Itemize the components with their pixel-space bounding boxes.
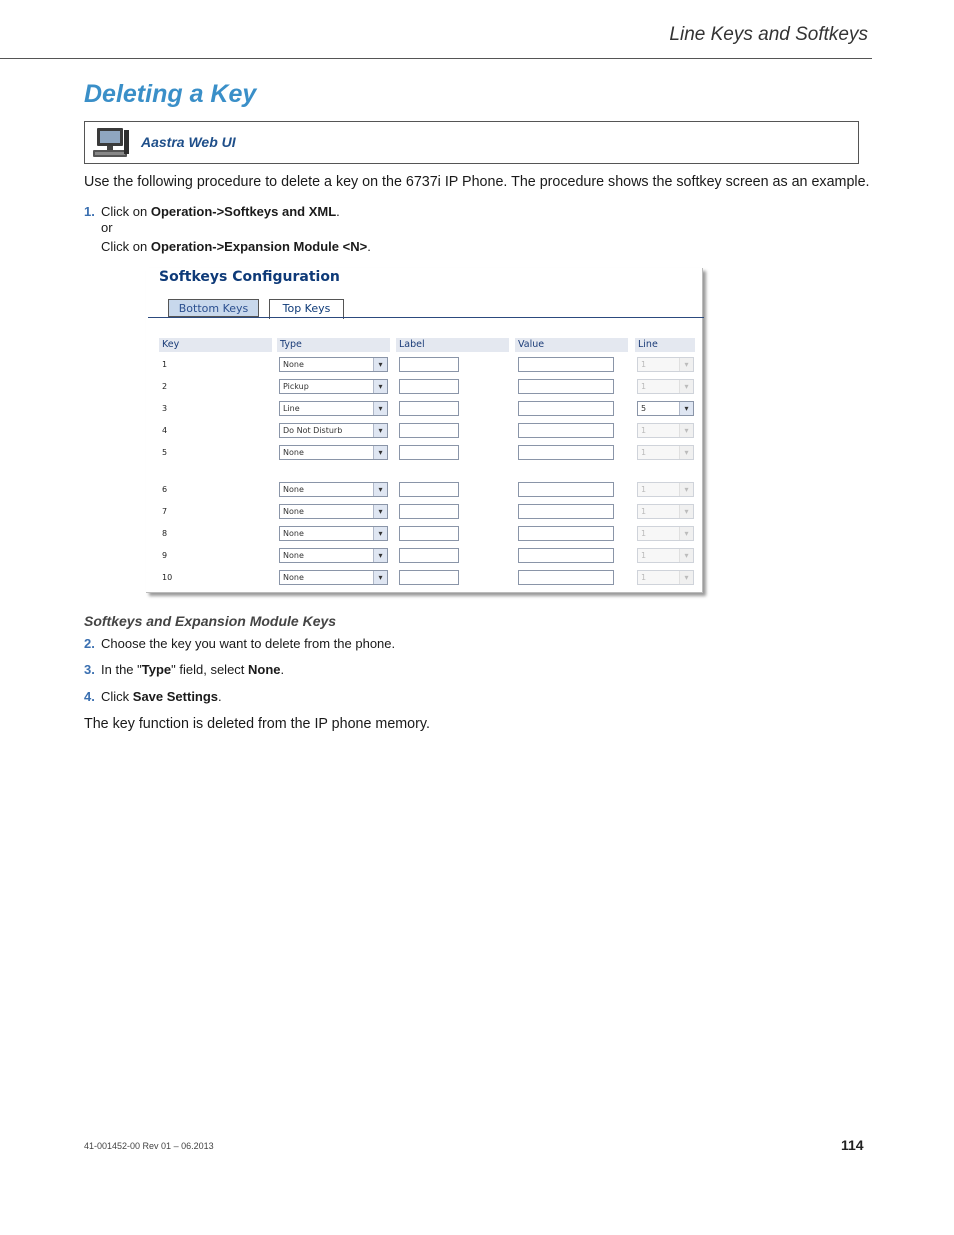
running-header: Line Keys and Softkeys bbox=[669, 24, 868, 45]
type-select[interactable] bbox=[279, 570, 388, 585]
type-select[interactable] bbox=[279, 548, 388, 563]
column-header-label: Label bbox=[396, 338, 509, 352]
label-input[interactable] bbox=[399, 548, 459, 563]
step-number: 1. bbox=[84, 204, 95, 219]
figure-caption: Softkeys and Expansion Module Keys bbox=[84, 613, 337, 629]
line-select[interactable] bbox=[637, 445, 694, 460]
chevron-down-icon: ▾ bbox=[373, 402, 387, 415]
page-number: 114 bbox=[841, 1137, 864, 1153]
key-number: 7 bbox=[162, 507, 168, 516]
value-input[interactable] bbox=[518, 526, 614, 541]
column-header-value: Value bbox=[515, 338, 628, 352]
chevron-down-icon: ▾ bbox=[373, 424, 387, 437]
step-1-or: or bbox=[101, 220, 113, 235]
type-select-value: Do Not Disturb bbox=[283, 426, 343, 435]
line-select-value: 5 bbox=[641, 404, 647, 413]
type-select-value: None bbox=[283, 529, 304, 538]
value-input[interactable] bbox=[518, 357, 614, 372]
type-select[interactable] bbox=[279, 504, 388, 519]
chevron-down-icon: ▾ bbox=[373, 380, 387, 393]
type-select[interactable] bbox=[279, 423, 388, 438]
value-input[interactable] bbox=[518, 401, 614, 416]
value-input[interactable] bbox=[518, 482, 614, 497]
type-select-value: None bbox=[283, 551, 304, 560]
line-select-value: 1 bbox=[641, 448, 647, 457]
step-number: 2. bbox=[84, 636, 95, 651]
label-input[interactable] bbox=[399, 379, 459, 394]
document-id: 41-001452-00 Rev 01 – 06.2013 bbox=[84, 1141, 214, 1151]
line-select-value: 1 bbox=[641, 573, 647, 582]
key-number: 2 bbox=[162, 382, 168, 391]
type-select-value: Pickup bbox=[283, 382, 309, 391]
chevron-down-icon: ▾ bbox=[373, 446, 387, 459]
intro-paragraph: Use the following procedure to delete a key on the 6737i IP Phone. The procedure shows the softkey screen as an example. bbox=[84, 174, 870, 190]
step-number: 3. bbox=[84, 662, 95, 677]
value-input[interactable] bbox=[518, 379, 614, 394]
tab-underline bbox=[148, 317, 704, 318]
column-header-type: Type bbox=[277, 338, 390, 352]
line-select[interactable] bbox=[637, 379, 694, 394]
type-select[interactable] bbox=[279, 526, 388, 541]
chevron-down-icon: ▾ bbox=[373, 483, 387, 496]
softkeys-screenshot bbox=[146, 268, 703, 593]
step-1-text: Click on Operation->Softkeys and XML. bbox=[101, 204, 340, 219]
value-input[interactable] bbox=[518, 548, 614, 563]
step-3-text: In the "Type" field, select None. bbox=[101, 662, 285, 677]
type-select-value: None bbox=[283, 360, 304, 369]
screenshot-title: Softkeys Configuration bbox=[159, 269, 340, 285]
type-select[interactable] bbox=[279, 357, 388, 372]
type-select-value: None bbox=[283, 448, 304, 457]
menu-path: Operation->Softkeys and XML bbox=[150, 204, 337, 219]
key-number: 4 bbox=[162, 426, 168, 435]
key-number: 6 bbox=[162, 485, 168, 494]
line-select-value: 1 bbox=[641, 529, 647, 538]
header-rule bbox=[0, 58, 872, 59]
chevron-down-icon: ▾ bbox=[679, 549, 693, 562]
type-select[interactable] bbox=[279, 401, 388, 416]
step-number: 4. bbox=[84, 689, 95, 704]
label-input[interactable] bbox=[399, 482, 459, 497]
chevron-down-icon: ▾ bbox=[679, 483, 693, 496]
line-select[interactable] bbox=[637, 504, 694, 519]
type-select-value: None bbox=[283, 485, 304, 494]
line-select-value: 1 bbox=[641, 360, 647, 369]
label-input[interactable] bbox=[399, 526, 459, 541]
value-input[interactable] bbox=[518, 504, 614, 519]
line-select[interactable] bbox=[637, 482, 694, 497]
tab-bottom-keys[interactable]: Bottom Keys bbox=[168, 299, 259, 317]
type-select[interactable] bbox=[279, 379, 388, 394]
computer-icon bbox=[91, 126, 131, 160]
chevron-down-icon: ▾ bbox=[679, 358, 693, 371]
chevron-down-icon: ▾ bbox=[679, 571, 693, 584]
label-input[interactable] bbox=[399, 504, 459, 519]
line-select[interactable] bbox=[637, 526, 694, 541]
chevron-down-icon: ▾ bbox=[373, 527, 387, 540]
key-number: 5 bbox=[162, 448, 168, 457]
chevron-down-icon: ▾ bbox=[679, 446, 693, 459]
line-select[interactable] bbox=[637, 357, 694, 372]
menu-path: Operation->Expansion Module <N> bbox=[150, 239, 368, 254]
label-input[interactable] bbox=[399, 570, 459, 585]
line-select[interactable] bbox=[637, 548, 694, 563]
key-number: 10 bbox=[162, 573, 173, 582]
chevron-down-icon: ▾ bbox=[679, 380, 693, 393]
label-input[interactable] bbox=[399, 423, 459, 438]
step-1-alt-text: Click on Operation->Expansion Module <N>. bbox=[101, 239, 371, 254]
line-select-value: 1 bbox=[641, 485, 647, 494]
chevron-down-icon: ▾ bbox=[373, 358, 387, 371]
page-title: Deleting a Key bbox=[84, 80, 257, 108]
type-select-value: None bbox=[283, 507, 304, 516]
key-number: 9 bbox=[162, 551, 168, 560]
step-2-text: Choose the key you want to delete from the phone. bbox=[101, 636, 396, 651]
callout-label: Aastra Web UI bbox=[141, 134, 236, 150]
step-4-text: Click Save Settings. bbox=[101, 689, 222, 704]
value-input[interactable] bbox=[518, 570, 614, 585]
key-number: 3 bbox=[162, 404, 168, 413]
type-select[interactable] bbox=[279, 445, 388, 460]
value-input[interactable] bbox=[518, 423, 614, 438]
chevron-down-icon: ▾ bbox=[679, 424, 693, 437]
chevron-down-icon: ▾ bbox=[373, 571, 387, 584]
value-input[interactable] bbox=[518, 445, 614, 460]
chevron-down-icon: ▾ bbox=[679, 505, 693, 518]
line-select-value: 1 bbox=[641, 382, 647, 391]
type-select-value: Line bbox=[283, 404, 300, 413]
key-number: 1 bbox=[162, 360, 168, 369]
tab-top-keys[interactable]: Top Keys bbox=[269, 299, 344, 319]
chevron-down-icon: ▾ bbox=[679, 527, 693, 540]
line-select[interactable] bbox=[637, 570, 694, 585]
column-header-key: Key bbox=[159, 338, 272, 352]
key-number: 8 bbox=[162, 529, 168, 538]
line-select[interactable] bbox=[637, 423, 694, 438]
type-select-value: None bbox=[283, 573, 304, 582]
chevron-down-icon: ▾ bbox=[679, 402, 693, 415]
line-select-value: 1 bbox=[641, 426, 647, 435]
type-select[interactable] bbox=[279, 482, 388, 497]
label-input[interactable] bbox=[399, 445, 459, 460]
label-input[interactable] bbox=[399, 357, 459, 372]
line-select[interactable] bbox=[637, 401, 694, 416]
line-select-value: 1 bbox=[641, 507, 647, 516]
label-input[interactable] bbox=[399, 401, 459, 416]
closing-paragraph: The key function is deleted from the IP phone memory. bbox=[84, 716, 430, 732]
line-select-value: 1 bbox=[641, 551, 647, 560]
chevron-down-icon: ▾ bbox=[373, 505, 387, 518]
column-header-line: Line bbox=[635, 338, 695, 352]
chevron-down-icon: ▾ bbox=[373, 549, 387, 562]
web-ui-callout bbox=[84, 121, 859, 164]
